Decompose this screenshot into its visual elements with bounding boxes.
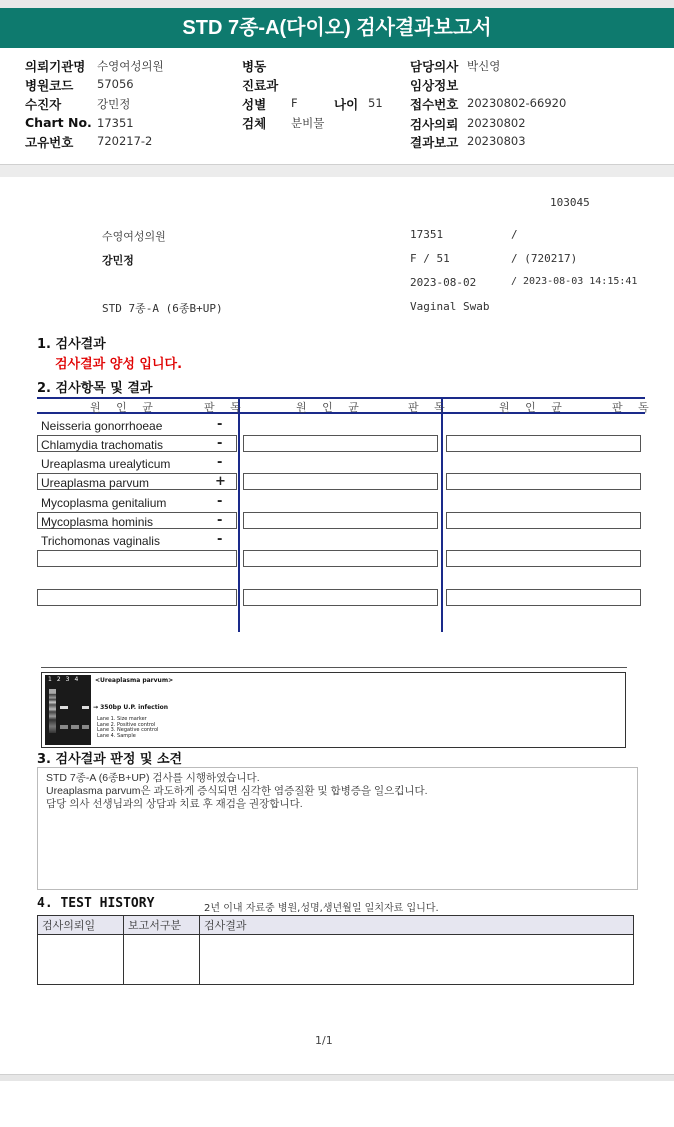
gel-band-positive [60,706,68,709]
history-cell [124,935,200,985]
top-band [0,0,674,8]
col-head-result-3: 판 독 [612,401,655,414]
gel-electrophoresis-image [45,675,91,745]
gel-title: <Ureaplasma parvum> [95,677,174,684]
organism-name: Mycoplasma hominis [41,515,154,529]
organism-name-positive: Ureaplasma parvum [41,476,150,490]
gel-band-primer [82,725,89,729]
gel-band-sample [82,706,89,709]
gel-legend: Lane 1. Size marker Lane 2. Positive control Lane 3. Negative control Lane 4. Sample [97,716,159,739]
unique-no-value: 720217-2 [97,134,153,148]
dept-label: 진료과 [242,78,279,93]
receipt-value: 20230802-66920 [467,96,567,110]
sex-value: F [291,96,298,110]
section3-title: 3. 검사결과 판정 및 소견 [37,752,183,767]
history-note: 2년 이내 자료중 병원,성명,생년월일 일치자료 입니다. [204,903,439,914]
request-value: 20230802 [467,116,526,130]
doctor-value: 박신영 [467,59,501,73]
report-value: 20230803 [467,134,526,148]
request-label: 검사의뢰 [410,117,459,132]
result-summary: 검사결과 양성 입니다. [55,357,183,372]
specimen-value: 분비물 [291,116,325,130]
history-cell [38,935,124,985]
patient-value: 강민정 [97,97,131,111]
row-box-empty [243,512,438,529]
organism-result: - [217,417,223,432]
organism-result: - [217,436,223,451]
remarks-line: 담당 의사 선생님과의 상담과 치료 후 재검을 권장합니다. [46,798,303,810]
age-value: 51 [368,96,383,110]
row-box-empty [446,589,641,606]
row-box-empty [37,550,237,567]
organism-name: Mycoplasma genitalium [41,496,167,510]
row-box-empty [243,473,438,490]
chart-value: 17351 [97,116,134,130]
info-name: 강민정 [102,254,134,267]
row-box-empty [446,435,641,452]
gel-band-label: → 350bp U.P. infection [93,704,169,711]
receipt-label: 접수번호 [410,97,459,112]
organism-name: Trichomonas vaginalis [41,534,160,548]
remarks-line: Ureaplasma parvum은 과도하게 증식되면 심각한 염증질환 및 합병증을 일으킵니다. [46,785,428,797]
row-box-empty [446,550,641,567]
row-box-empty [446,512,641,529]
institution-value: 수영여성의원 [97,59,164,73]
age-label: 나이 [334,97,359,112]
organism-name: Ureaplasma urealyticum [41,457,171,471]
col-head-organism-1: 원 인 균 [90,401,159,414]
row-box-empty [37,589,237,606]
organism-result: - [217,513,223,528]
gel-band-primer [71,725,79,729]
doctor-label: 담당의사 [410,59,459,74]
section1-title: 1. 검사결과 [37,337,106,352]
hospital-code-label: 병원코드 [25,78,74,93]
gel-lane-numbers: 1234 [48,676,84,683]
hospital-code-value: 57056 [97,77,134,91]
row-box-empty [446,473,641,490]
organism-result: - [217,532,223,547]
info-date-received: 2023-08-02 [410,276,477,289]
gel-top-rule [41,667,627,668]
separator-band [0,164,674,177]
remarks-line: STD 7종-A (6종B+UP) 검사를 시행하였습니다. [46,772,260,784]
col-head-organism-3: 원 인 균 [499,401,568,414]
organism-result: - [217,494,223,509]
report-code: 103045 [550,196,590,209]
col-head-organism-2: 원 인 균 [296,401,365,414]
clinical-info-label: 임상정보 [410,78,459,93]
column-divider-1 [238,397,240,632]
organism-name: Chlamydia trachomatis [41,438,164,452]
info-slash: / [511,228,518,241]
column-divider-2 [441,397,443,632]
history-table [37,915,634,985]
specimen-label: 검체 [242,116,267,131]
organism-name: Neisseria gonorrhoeae [41,419,163,433]
patient-label: 수진자 [25,97,62,112]
organism-result-positive: + [215,474,226,489]
info-test: STD 7종-A (6종B+UP) [102,302,223,315]
col-head-result-1: 판 독 [204,401,247,414]
row-box-empty [243,550,438,567]
institution-label: 의뢰기관명 [25,59,86,74]
ward-label: 병동 [242,59,267,74]
remarks-box [37,767,638,890]
chart-label: Chart No. [25,115,92,130]
report-title: STD 7종-A(다이오) 검사결과보고서 [0,8,674,48]
info-birth: / (720217) [511,252,578,265]
gel-lane-marker [49,689,56,733]
col-head-result-2: 판 독 [408,401,451,414]
history-col-report-type: 보고서구분 [124,916,200,935]
report-label: 결과보고 [410,135,459,150]
page-number: 1/1 [315,1034,333,1047]
row-box-empty [243,589,438,606]
section2-title: 2. 검사항목 및 결과 [37,381,153,396]
section4-title: 4. TEST HISTORY [37,896,155,911]
info-chart: 17351 [410,228,444,241]
info-sex-age: F / 51 [410,252,450,265]
bottom-band [0,1074,674,1081]
info-clinic: 수영여성의원 [102,230,166,243]
gel-band-primer [60,725,68,729]
unique-no-label: 고유번호 [25,135,74,150]
info-date-reported: / 2023-08-03 14:15:41 [511,276,638,287]
history-col-request-date: 검사의뢰일 [38,916,124,935]
sex-label: 성별 [242,97,267,112]
history-cell [200,935,634,985]
history-col-result: 검사결과 [200,916,634,935]
organism-result: - [217,455,223,470]
info-sample: Vaginal Swab [410,300,490,313]
row-box-empty [243,435,438,452]
